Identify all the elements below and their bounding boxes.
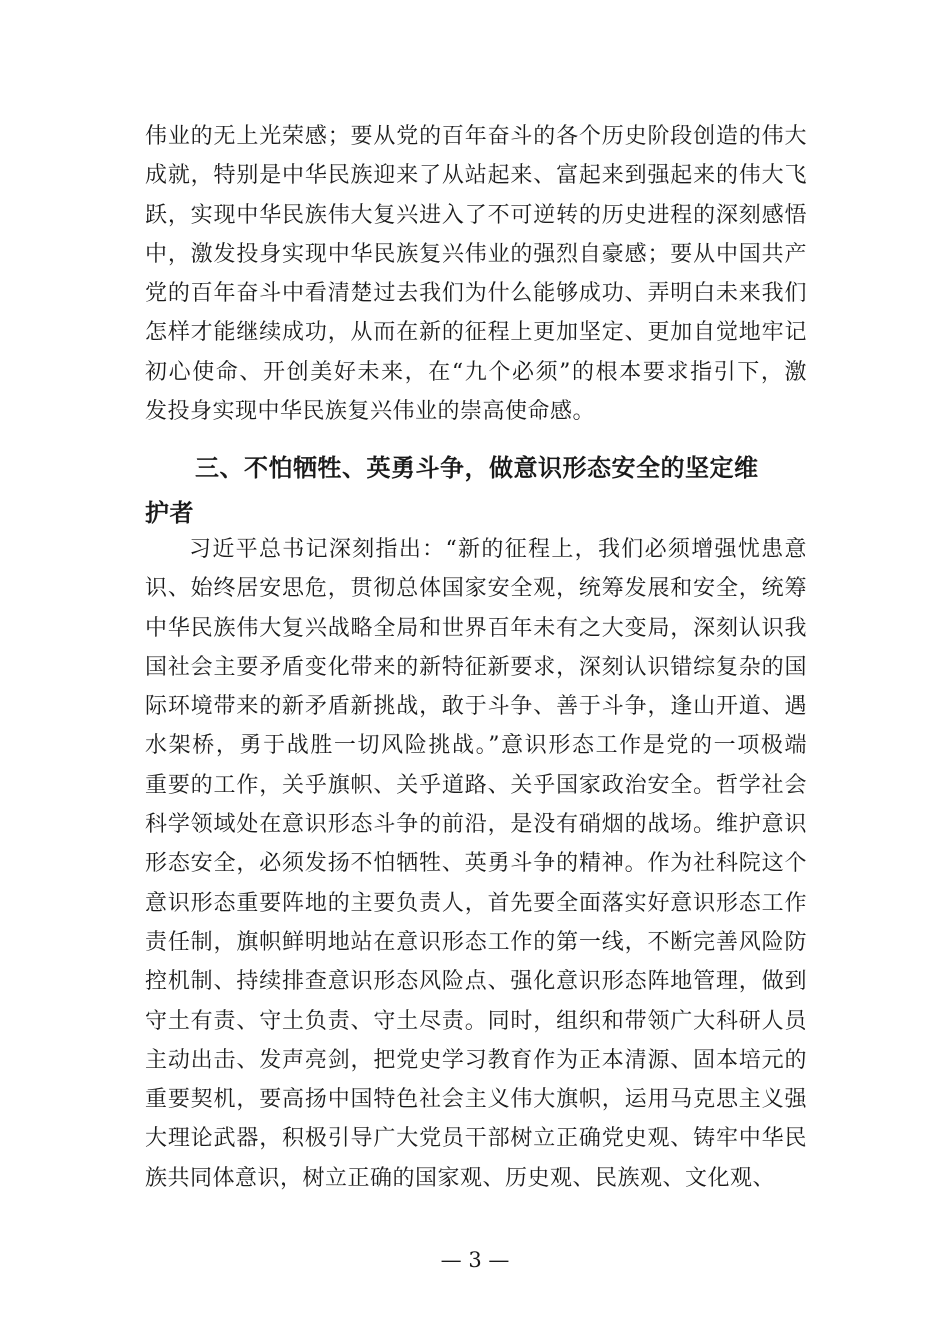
paragraph-line: 初心使命、开创美好未来，在“九个必须”的根本要求指引下，激: [145, 359, 807, 385]
heading-line: 三、不怕牺牲、英勇斗争，做意识形态安全的坚定维: [195, 454, 759, 482]
paragraph-line: 中，激发投身实现中华民族复兴伟业的强烈自豪感；要从中国共产: [145, 241, 807, 267]
paragraph-line: 科学领域处在意识形态斗争的前沿，是没有硝烟的战场。维护意识: [145, 812, 807, 838]
paragraph-line: 伟业的无上光荣感；要从党的百年奋斗的各个历史阶段创造的伟大: [145, 124, 807, 149]
paragraph-line: 守土有责、守土负责、守土尽责。同时，组织和带领广大科研人员: [145, 1008, 807, 1034]
paragraph-line: 主动出击、发声亮剑，把党史学习教育作为正本清源、固本培元的: [145, 1047, 807, 1073]
heading-line: 护者: [145, 499, 194, 527]
paragraph-line: 跃，实现中华民族伟大复兴进入了不可逆转的历史进程的深刻感悟: [145, 202, 807, 228]
paragraph-line: 控机制、持续排查意识形态风险点、强化意识形态阵地管理，做到: [145, 969, 807, 995]
paragraph-line: 怎样才能继续成功，从而在新的征程上更加坚定、更加自觉地牢记: [145, 320, 807, 346]
section-heading: [145, 446, 807, 536]
paragraph-line: 重要契机，要高扬中国特色社会主义伟大旗帜，运用马克思主义强: [145, 1087, 807, 1113]
paragraph-line: 成就，特别是中华民族迎来了从站起来、富起来到强起来的伟大飞: [145, 163, 807, 189]
paragraph-line: 重要的工作，关乎旗帜、关乎道路、关乎国家政治安全。哲学社会: [145, 772, 807, 798]
paragraph-continuation: [145, 117, 807, 431]
paragraph-line: 水架桥，勇于战胜一切风险挑战。”意识形态工作是党的一项极端: [145, 733, 807, 759]
paragraph-line: 形态安全，必须发扬不怕牺牲、英勇斗争的精神。作为社科院这个: [145, 851, 807, 877]
paragraph-line: 意识形态重要阵地的主要负责人，首先要全面落实好意识形态工作: [145, 890, 807, 916]
paragraph-line: 习近平总书记深刻指出：“新的征程上，我们必须增强忧患意: [189, 537, 807, 562]
paragraph-line: 中华民族伟大复兴战略全局和世界百年未有之大变局，深刻认识我: [145, 615, 807, 641]
paragraph-line: 责任制，旗帜鲜明地站在意识形态工作的第一线，不断完善风险防: [145, 929, 807, 955]
page-number: — 3 —: [440, 1248, 510, 1272]
paragraph-line: 大理论武器，积极引导广大党员干部树立正确党史观、铸牢中华民: [145, 1126, 807, 1152]
paragraph-line: 国社会主要矛盾变化带来的新特征新要求，深刻认识错综复杂的国: [145, 654, 807, 680]
paragraph-line: 识、始终居安思危，贯彻总体国家安全观，统筹发展和安全，统筹: [145, 576, 807, 602]
paragraph-line: 际环境带来的新矛盾新挑战，敢于斗争、善于斗争，逢山开道、遇: [145, 694, 807, 720]
paragraph-line: 族共同体意识，树立正确的国家观、历史观、民族观、文化观、: [145, 1165, 776, 1191]
paragraph-line: 发投身实现中华民族复兴伟业的崇高使命感。: [145, 399, 596, 425]
paragraph-line: 党的百年奋斗中看清楚过去我们为什么能够成功、弄明白未来我们: [145, 281, 807, 307]
body-paragraph: [145, 530, 807, 1198]
